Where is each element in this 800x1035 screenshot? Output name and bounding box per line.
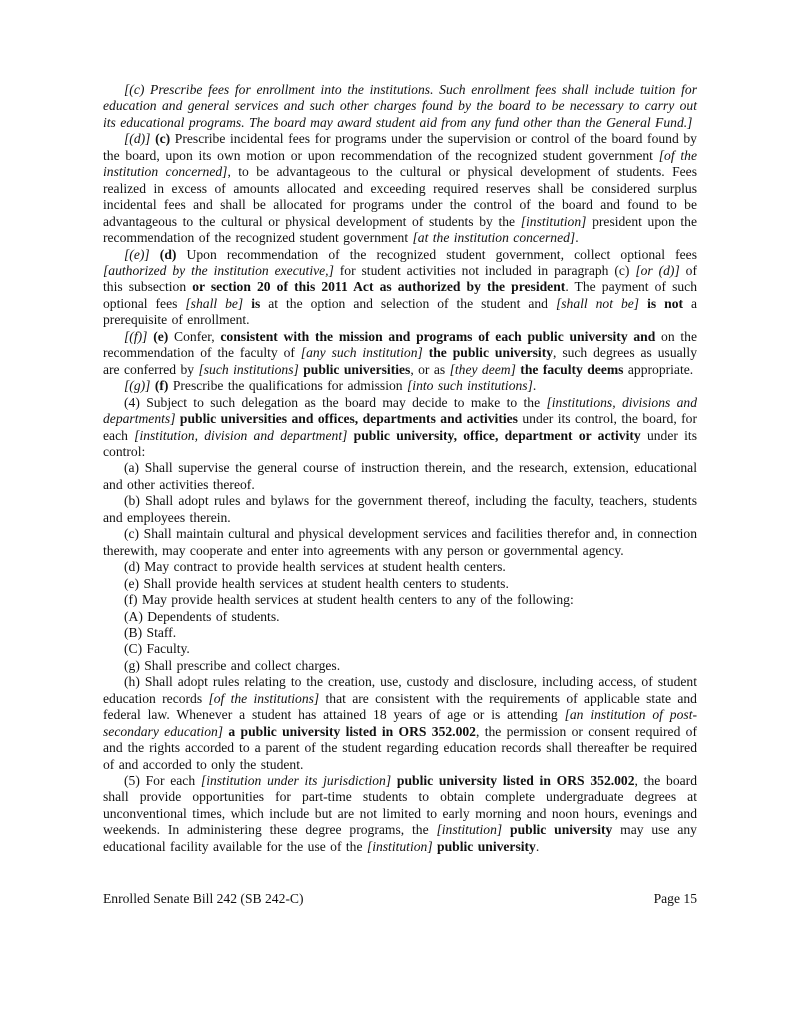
deleted-text: [shall not be] <box>555 295 640 311</box>
plain-text: appropriate. <box>623 361 694 377</box>
paragraph <box>103 247 697 329</box>
deleted-text: [authorized by the institution executive,] <box>103 262 334 278</box>
paragraph <box>103 592 697 608</box>
deleted-text: [institutions, divisions and departments] <box>103 394 698 427</box>
inserted-text: is <box>251 295 261 311</box>
plain-text: , the board shall provide opportunities for part-time students to obtain complete undergraduate degrees at unconventional times, which include but are not limited to early morning and noon hours, evenings and weekends. In administering these degree programs, the <box>103 773 697 838</box>
deleted-text: [at the institution concerned] <box>412 230 576 246</box>
plain-text: of this subsection <box>103 262 697 295</box>
inserted-text: public university <box>437 838 536 854</box>
paragraph <box>103 526 697 559</box>
inserted-text: the public university <box>428 345 554 361</box>
plain-text <box>502 822 510 837</box>
plain-text: (e) Shall provide health services at student health centers to students. <box>124 575 509 591</box>
plain-text: (d) May contract to provide health services at student health centers. <box>124 559 506 575</box>
inserted-text: public university, office, department or activity <box>353 427 641 443</box>
inserted-text: a public university listed in ORS 352.002 <box>228 723 476 739</box>
deleted-text: [institution] <box>520 213 587 229</box>
inserted-text: public universities and offices, departments and activities <box>179 411 518 427</box>
paragraph <box>103 460 697 493</box>
plain-text: (A) Dependents of students. <box>124 608 280 624</box>
plain-text: (g) Shall prescribe and collect charges. <box>124 657 341 673</box>
paragraph <box>103 559 697 575</box>
paragraph <box>103 395 697 461</box>
inserted-text: consistent with the mission and programs of each public university and <box>220 328 656 344</box>
inserted-text: public university listed in ORS 352.002 <box>396 773 635 789</box>
plain-text: under its control, the board, for each <box>103 411 697 443</box>
deleted-text: [institution, division and department] <box>134 427 348 443</box>
paragraph <box>103 773 697 855</box>
plain-text: on the recommendation of the faculty of <box>103 328 697 361</box>
plain-text: for student activities not included in paragraph (c) <box>333 262 636 278</box>
plain-text: . The payment of such optional fees <box>103 279 698 311</box>
deleted-text: [institution] <box>366 838 433 854</box>
inserted-text: (e) <box>153 328 169 344</box>
bill-body-text <box>103 82 697 855</box>
plain-text: under its control: <box>103 427 697 459</box>
plain-text: (c) Shall maintain cultural and physical development services and facilities therefor and, in connection therewith, may cooperate and enter into agreements with any person or governmental agency. <box>103 526 697 558</box>
plain-text: Prescribe incidental fees for programs under the supervision or control of the board found by the board, upon its own motion or upon recommendation of the recognized student government <box>103 131 697 163</box>
deleted-text: [shall be] <box>185 295 244 311</box>
plain-text: (f) May provide health services at student health centers to any of the following: <box>124 592 574 608</box>
deleted-text: [an institution of post-secondary education] <box>103 707 697 739</box>
inserted-text: is not <box>647 295 684 311</box>
paragraph <box>103 625 697 641</box>
plain-text: , the permission or consent required of and the rights accorded to a parent of the student regarding education records shall thereafter be required of and accorded to only the student. <box>103 723 698 772</box>
plain-text: . <box>532 378 537 394</box>
plain-text <box>243 296 251 311</box>
deleted-text: [or (d)] <box>635 262 680 278</box>
deleted-text: [such institutions] <box>198 361 299 377</box>
plain-text: may use any educational facility available for the use of the <box>103 822 697 854</box>
deleted-text: [any such institution] <box>300 345 423 361</box>
plain-text: . <box>575 230 579 246</box>
inserted-text: (c) <box>155 131 171 147</box>
plain-text: a prerequisite of enrollment. <box>103 295 698 328</box>
plain-text: (B) Staff. <box>124 624 177 640</box>
plain-text: (5) For each <box>124 773 201 789</box>
plain-text: at the option and selection of the student and <box>260 295 556 311</box>
plain-text: (b) Shall adopt rules and bylaws for the government thereof, including the faculty, teachers, students and employees therein. <box>103 493 697 525</box>
plain-text: that are consistent with the requirements of applicable state and federal law. Whenever a student has attained 18 years of age or is attending <box>103 690 697 723</box>
plain-text: . <box>535 838 540 854</box>
paragraph <box>103 609 697 625</box>
plain-text: president upon the recommendation of the recognized student government <box>103 213 697 246</box>
paragraph <box>103 329 697 378</box>
plain-text: Confer, <box>168 328 221 344</box>
plain-text: (4) Subject to such delegation as the board may decide to make to the <box>124 394 547 410</box>
footer-page-number: Page 15 <box>653 891 697 906</box>
deleted-text: [they deem] <box>449 361 516 377</box>
paragraph <box>103 674 697 773</box>
plain-text: (C) Faculty. <box>124 641 190 657</box>
inserted-text: the faculty deems <box>520 361 624 377</box>
plain-text: , or as <box>410 361 450 377</box>
plain-text: Upon recommendation of the recognized student government, collect optional fees <box>176 246 697 262</box>
inserted-text: public university <box>510 822 613 838</box>
paragraph <box>103 131 697 246</box>
page-footer <box>103 891 697 907</box>
deleted-text: [(d)] <box>124 131 151 147</box>
plain-text: , such degrees as usually are conferred by <box>103 345 697 377</box>
paragraph <box>103 576 697 592</box>
deleted-text: [institution under its jurisdiction] <box>200 773 392 789</box>
deleted-text: [institution] <box>436 822 503 838</box>
paragraph <box>103 658 697 674</box>
plain-text: (a) Shall supervise the general course of instruction therein, and the research, extension, educational and other activities thereof. <box>103 460 697 492</box>
plain-text: (h) Shall adopt rules relating to the creation, use, custody and disclosure, including access, of student education records <box>103 674 697 706</box>
inserted-text: (f) <box>154 378 169 394</box>
deleted-text: [(g)] <box>124 378 151 394</box>
plain-text <box>639 296 647 311</box>
plain-text <box>150 247 160 262</box>
paragraph <box>103 378 697 394</box>
paragraph <box>103 82 697 131</box>
plain-text: Prescribe the qualifications for admission <box>168 378 407 394</box>
plain-text: , to be advantageous to the cultural or physical development of students. Fees realized in excess of amounts allocated and exceeding required reserves shall be considered surplus incidental fees and shall be allocated for programs under the control of the board and found to be advantageous to the cultural or physical development of students by the <box>103 164 697 229</box>
deleted-text: [(c) Prescribe fees for enrollment into the institutions. Such enrollment fees shall include tuition for education and general services and such other charges found by the board to be necessary to carry out its educational programs. The board may award student aid from any fund other than the General Fund.] <box>103 82 697 130</box>
deleted-text: [(f)] <box>124 328 148 344</box>
inserted-text: (d) <box>159 246 177 262</box>
deleted-text: [of the institutions] <box>208 690 320 706</box>
inserted-text: public universities <box>303 361 411 377</box>
deleted-text: [(e)] <box>124 246 150 262</box>
inserted-text: or section 20 of this 2011 Act as authorized by the president <box>192 279 566 295</box>
deleted-text: [of the institution concerned] <box>103 147 698 180</box>
deleted-text: [into such institutions] <box>407 378 533 394</box>
paragraph <box>103 493 697 526</box>
paragraph <box>103 641 697 657</box>
footer-bill-title: Enrolled Senate Bill 242 (SB 242-C) <box>103 891 304 906</box>
